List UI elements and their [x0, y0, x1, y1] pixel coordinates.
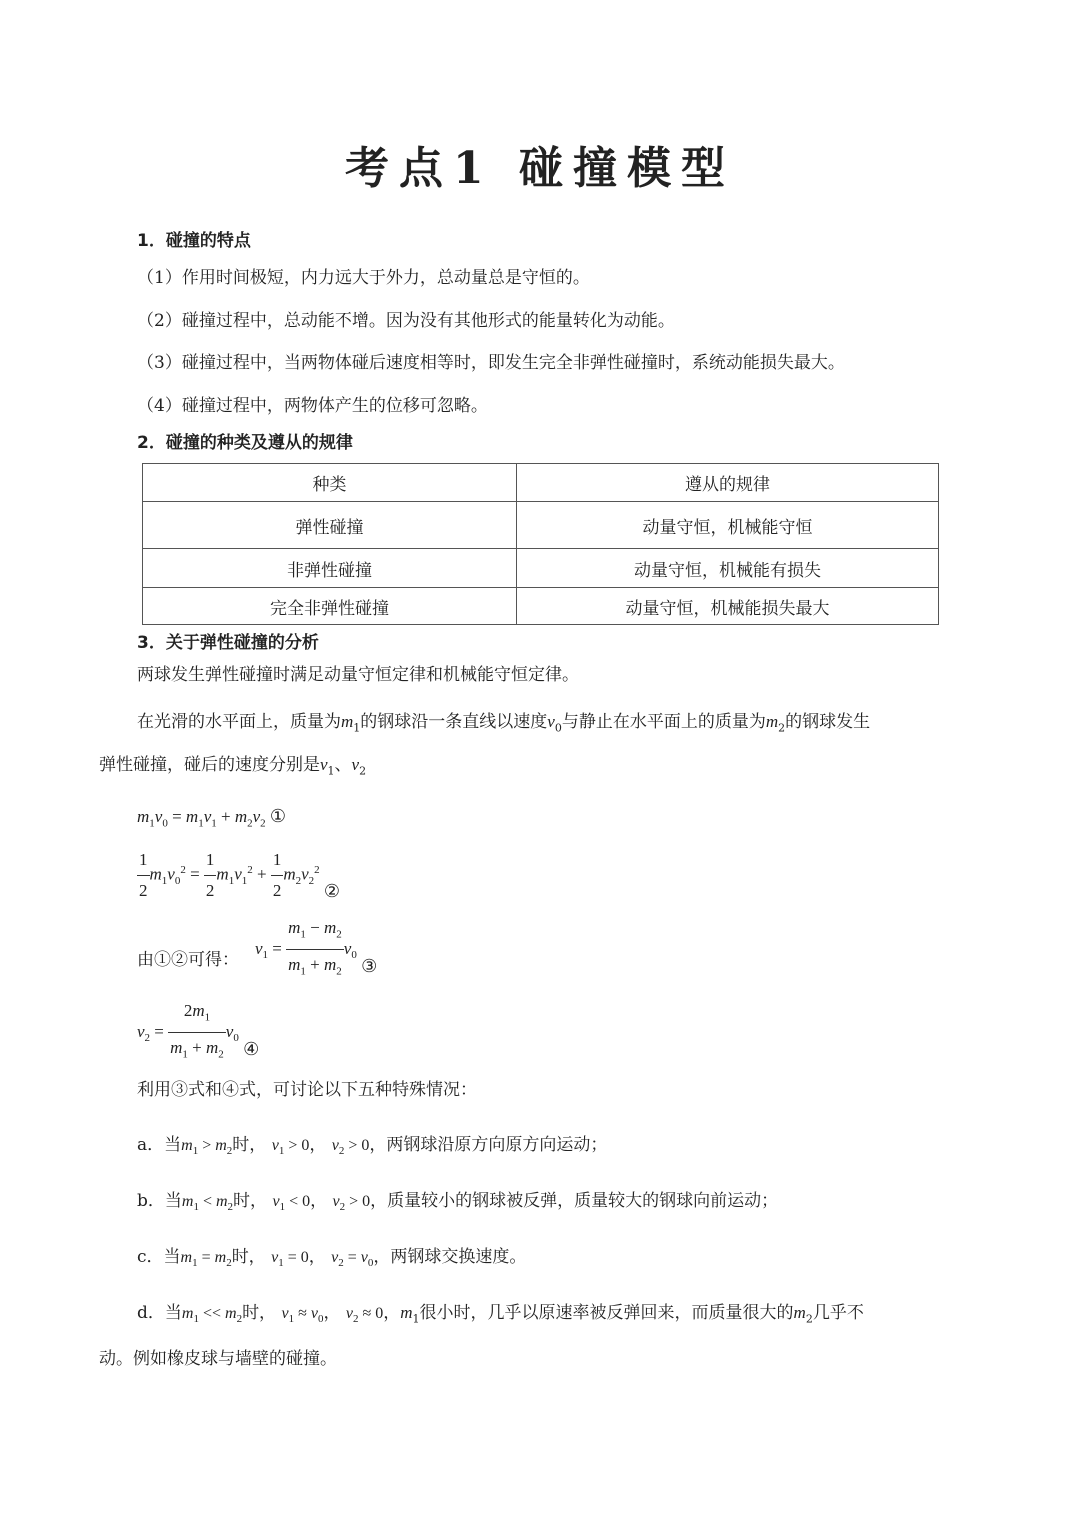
- equation-number: ①: [269, 806, 287, 826]
- sec1-item-1: （1）作用时间极短，内力远大于外力，总动量总是守恒的。: [137, 268, 590, 288]
- sec3-intro: 两球发生弹性碰撞时满足动量守恒定律和机械能守恒定律。: [137, 665, 579, 685]
- equation-number: ③: [361, 955, 378, 976]
- table-row: [143, 502, 939, 549]
- section-3-heading: 3．关于弹性碰撞的分析: [137, 633, 319, 653]
- equation-3: $v_1$ = $\frac{m_1 - m_2}{m_1 + m_2}$ $v_0$ ③: [255, 915, 377, 985]
- collision-types-table: [142, 463, 939, 625]
- table-cell: 弹性碰撞: [143, 502, 517, 549]
- sec1-item-3: （3）碰撞过程中，当两物体碰后速度相等时，即发生完全非弹性碰撞时，系统动能损失最大。: [137, 353, 845, 373]
- case-a: a．当$m_1 > m_2$时， $v_1 > 0$， $v_2 > 0$，两钢球沿原方向原方向运动；: [137, 1135, 608, 1158]
- equation-1: $m_1v_0 = m_1v_1 + m_2v_2$ ①: [137, 806, 287, 830]
- table-cell: 动量守恒，机械能损失最大: [517, 588, 939, 625]
- page-title: 考点1 碰撞模型: [345, 143, 735, 194]
- table-header-cell: 遵从的规律: [517, 464, 939, 502]
- table-header-row: [143, 464, 939, 502]
- section-1-heading: 1．碰撞的特点: [137, 231, 251, 251]
- equation-number: ④: [243, 1038, 260, 1059]
- sec3-paragraph-line1: 在光滑的水平面上，质量为$m_1$的钢球沿一条直线以速度$v_0$与静止在水平面上的质量为$m_2$的钢球发生: [137, 712, 871, 735]
- case-d: d．当$m_1 << m_2$时， $v_1 \approx v_0$， $v_2 \approx 0$，$m_1$很小时，几乎以原速率被反弹回来，而质量很大的$m_2$几乎不: [137, 1303, 864, 1326]
- sec1-item-4: （4）碰撞过程中，两物体产生的位移可忽略。: [137, 396, 488, 416]
- table-row: [143, 588, 939, 625]
- sec3-paragraph-line2: 弹性碰撞，碰后的速度分别是$v_1$、$v_2$: [99, 755, 367, 778]
- sec1-item-2: （2）碰撞过程中，总动能不增。因为没有其他形式的能量转化为动能。: [137, 311, 675, 331]
- table-header-cell: 种类: [143, 464, 517, 502]
- equation-4: $v_2$ = $\frac{2m_1}{m_1 + m_2}$ $v_0$ ④: [137, 998, 259, 1068]
- table-cell: 非弹性碰撞: [143, 549, 517, 588]
- case-b: b．当$m_1 < m_2$时， $v_1 < 0$， $v_2 > 0$，质量较小的钢球被反弹，质量较大的钢球向前运动；: [137, 1191, 779, 1214]
- case-c: c．当$m_1 = m_2$时， $v_1 = 0$， $v_2 = v_0$，两钢球交换速度。: [137, 1247, 527, 1270]
- equation-number: ②: [323, 881, 341, 902]
- table-row: [143, 549, 939, 588]
- equation-2: $\frac{1}{2}$ $m_1v_0^2$ = $\frac{1}{2}$ $m_1v_1^2$ + $\frac{1}{2}$ $m_2v_2^2$ ②: [137, 847, 340, 904]
- table-cell: 动量守恒，机械能守恒: [517, 502, 939, 549]
- case-d-continued: 动。例如橡皮球与墙壁的碰撞。: [99, 1349, 337, 1369]
- derive-label: 由①②可得：: [137, 950, 239, 970]
- discussion-intro: 利用③式和④式，可讨论以下五种特殊情况：: [137, 1080, 477, 1100]
- table-cell: 完全非弹性碰撞: [143, 588, 517, 625]
- table-cell: 动量守恒，机械能有损失: [517, 549, 939, 588]
- section-2-heading: 2．碰撞的种类及遵从的规律: [137, 433, 353, 453]
